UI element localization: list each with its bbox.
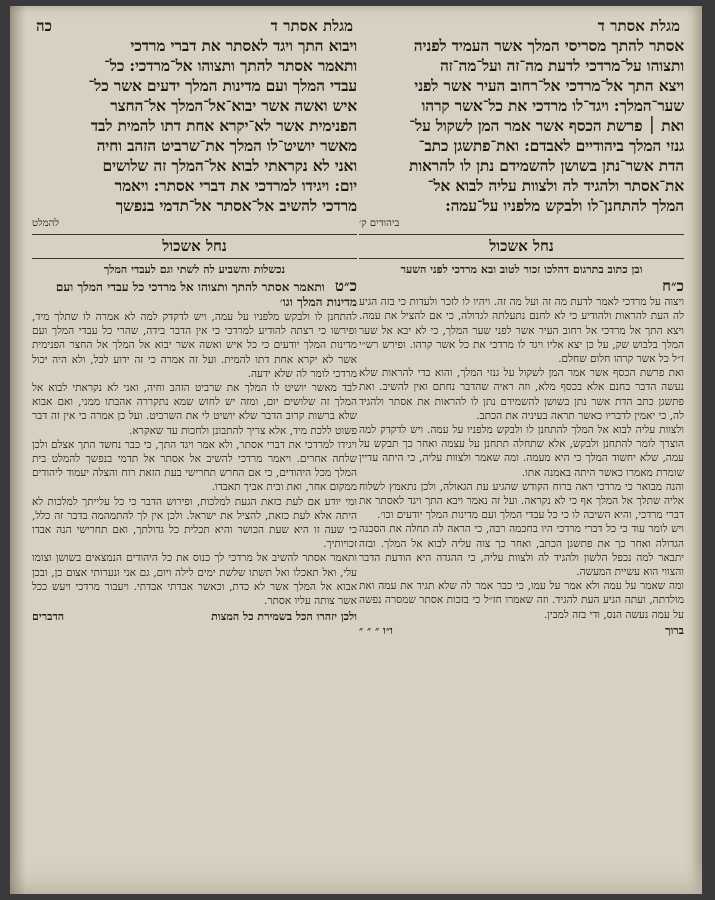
main-text-line: המלך להתחנן־לו ולבקש מלפניו על־עמה:: [445, 196, 684, 215]
main-text-line: שער־המלך: ויגד־לו מרדכי את כל־אשר קרהו: [421, 96, 684, 115]
footer-line: [32, 610, 357, 624]
main-text-line: ותצוהו על־מרדכי לדעת מה־זה ועל־מה־זה: [439, 56, 684, 75]
main-text-line: ויבוא התך ויגד לאסתר את דברי מרדכי: [130, 36, 357, 55]
main-text-line: מאשר יושיט־לו המלך את־שרביט הזהב וחיה: [96, 136, 357, 155]
footer-signature: ולכן יזהרו הכל בשמירת כל המצות: [211, 610, 357, 624]
commentary-paragraph: ולצוות עליה לבוא אל המלך להתחנן לו ולבקש מלפניו על עמה. ויש לדקדק למה הוצרך לומר להתחנן ולבקש, אלא שתחלה תתחנן על עצמה ואחר כך תבקש על עמה, שלא יחשוד המלך כי היא מעמה. ומה שאמר ולצוות עליה, כי היתה עדיין שומרת מאמרו כאשר היתה באמנה אתו.: [359, 424, 684, 479]
page-number: כה: [36, 16, 52, 35]
main-text-line: מרדכי להשיב אל־אסתר אל־תדמי בנפשך: [115, 196, 357, 215]
main-text-line: יום: ויגידו למרדכי את דברי אסתר: ויאמר: [114, 176, 357, 195]
scanned-page: [10, 6, 702, 894]
commentary-text: [32, 310, 357, 608]
commentary-paragraph: ואת פרשת הכסף אשר אמר המן לשקול על גנזי המלך, והוא כדי להראות שלא נעשה הדבר בחנם אלא בכסף מלא, וזה ראיה שהדבר נחתם ואין להשיב. ואת פתשגן כתב הדת אשר נתן בשושן להשמידם נתן לו להראות את אסתר ולהגיד לה, כי יאמין לדבריו כאשר תראה בעיניה את הכתב.: [359, 367, 684, 422]
commentary-subtitle: נכשלות והשביע לה לשתי וגם לעבדי המלך: [103, 263, 286, 276]
running-head-title: מגלת אסתר ד: [270, 16, 353, 35]
commentary-paragraph: להתחנן לו ולבקש מלפניו על עמה, ויש לדקדק למה לא אמרה לו שתלך מיד, ופירשו כי רצתה להודיע למרדכי כי אין הדבר בידה, שהרי כל עבדי המלך ועם מדינות המלך יודעים כי כל איש ואשה אשר יבוא אל המלך אל החצר הפנימית אשר לא יקרא אחת דתו להמית. ועל זה אמרה כי זה ידוע לכל, ולא היה יכול מרדכי לומר לה שלא ידעה.: [32, 311, 357, 380]
footer-signature: ברוך: [665, 623, 684, 637]
main-text-line: אסתר להתך מסריסי המלך אשר העמיד לפניה: [413, 36, 684, 55]
commentary-paragraph: ותאמר אסתר להשיב אל מרדכי לך כנוס את כל היהודים הנמצאים בשושן וצומו עלי, ואל תאכלו ואל תשתו שלשת ימים לילה ויום, גם אני ונערותי אצום כן, ובכן אבוא אל המלך אשר לא כדת, וכאשר אבדתי אבדתי. ויעבור מרדכי ויעש ככל אשר צותה עליו אסתר.: [32, 552, 357, 608]
running-head-title: מגלת אסתר ד: [597, 16, 680, 35]
main-text-line: ויצא התך אל־מרדכי אל־רחוב העיר אשר לפני: [414, 76, 684, 95]
main-text-line: הפנימית אשר לא־יקרא אחת דתו להמית לבד: [90, 116, 357, 135]
commentary-title: נחל אשכול: [32, 234, 357, 259]
commentary-paragraph: ויש לומר עוד כי כל דברי מרדכי היו בחכמה רבה, כי הראה לה תחלה את הסכנה הגדולה ואחר כך את פתשגן הכתב, ואחר כך צוה עליה לבוא אל המלך. ובזה יתבאר למה נכפל הלשון ולהגיד לה ולצוות עליה, כי ההגדה היא הודעת הדבר והצווי הוא עשיית המעשה.: [359, 523, 684, 579]
main-text-line: גנזי המלך ביהודיים לאבדם: ואת־פתשגן כתב־: [418, 136, 684, 155]
main-text-line: ותאמר אסתר להתך ותצוהו אל־מרדכי: כל־: [104, 56, 357, 75]
running-head-right-column: [359, 16, 684, 36]
main-text-line: ואני לא נקראתי לבוא אל־המלך זה שלושים: [102, 156, 357, 175]
main-text-block: [32, 36, 357, 216]
commentary-paragraph: ויצוה על מרדכי לאמר לדעת מה זה ועל מה זה. ויהיו לו לזכר ולעדות כי בזה הגיע לה העת להראות ולהודיע כי לא לחנם נתעלתה לגדולה, כי אם להציל את עמה. ויצא התך אל מרדכי אל רחוב העיר אשר לפני שער המלך, כי לא יבא אל שער המלך בלבוש שק, על כן יצא אליו ויגד לו מרדכי את כל אשר קרהו. ופירש רש״י ז״ל כל אשר קרהו חלום שחלם.: [359, 296, 684, 366]
catchword: להמלט: [32, 218, 60, 229]
commentary-subtitle: ובן כתוב בתרגום דהלכו זכור לטוב ובא מרדכי לפני השער: [400, 263, 643, 276]
verse-number: כ״ח: [662, 277, 684, 295]
commentary-text: [359, 279, 684, 622]
main-text-line: עבדי המלך ועם מדינות המלך ידעים אשר כל־: [88, 76, 357, 95]
commentary-paragraph: והנה מבואר כי מרדכי ראה ברוח הקודש שהגיע עת הגאולה, ולכן נתאמץ לשלוח אליה שתלך אל המלך אף כי לא נקראה. ועל זה נאמר ויבא התך ויגד לאסתר את דברי מרדכי, והיא השיבה לו כי כל עבדי המלך ועם מדינות המלך יודעים וכו׳.: [359, 480, 684, 522]
footer-catch: ו״ו ״ ״ ״: [359, 623, 393, 637]
commentary-paragraph: ומה שאמר על עמה ולא אמר על עמו, כי כבר אמר לה שלא תגיד את עמה ואת מולדתה, ועתה הגיע העת להגיד. וזה שאמרו חז״ל כי בזכות אסתר שמסרה נפשה על עמה נעשה הנס, ודי בזה למבין.: [359, 580, 684, 621]
commentary-heading: [32, 279, 357, 310]
main-text-line: ואת ׀ פרשת הכסף אשר אמר המן לשקול על־: [409, 116, 684, 135]
page-bottom-margin: [10, 858, 702, 894]
commentary-title: נחל אשכול: [359, 234, 684, 259]
footer-line: [359, 624, 684, 638]
running-head-left-column: [32, 16, 357, 36]
verse-number: כ״ט: [334, 277, 357, 295]
main-text-block: [359, 36, 684, 216]
commentary-paragraph: ומי יודע אם לעת כזאת הגעת למלכות, ופירוש הדבר כי כל עלייתך למלכות לא היתה אלא לעת כזאת, להציל את ישראל. ולכן אין לך להתמהמה בדבר זה כלל, כי שעה זו היא שעת הכושר והיא תכלית כל גדולתך, ואם תחרישי הנה אבדו זכויותיך.: [32, 495, 357, 551]
commentary-paragraph: ויגידו למרדכי את דברי אסתר, ולא אמר ויגד התך, כי כבר נחשד התך אצלם ולכן שלחה אחרים. ויאמר מרדכי להשיב אל אסתר אל תדמי בנפשך להמלט בית המלך מכל היהודים, כי אם החרש תחרישי בעת הזאת רוח והצלה יעמוד ליהודים ממקום אחר, ואת ובית אביך תאבדו.: [32, 438, 357, 494]
right-column: [359, 16, 684, 638]
left-column: [32, 16, 357, 624]
main-text-line: את־אסתר ולהגיד לה ולצוות עליה לבוא אל־: [427, 176, 684, 195]
main-text-line: הדת אשר־נתן בשושן להשמידם נתן לו להראות: [409, 156, 684, 175]
commentary-heading-text: ותאמר אסתר להתך ותצוהו אל מרדכי כל עבדי המלך ועם מדינות המלך וגו׳: [55, 280, 357, 309]
commentary-paragraph: לבד מאשר יושיט לו המלך את שרביט הזהב וחיה, ואני לא נקראתי לבוא אל המלך זה שלושים יום, ומזה יש לחוש שמא נתקררה אהבתו ממני, ואם אבוא שלא ברשות קרוב הדבר שלא יושיט לי את השרביט. ועל כן אמרה כי אין זה דבר פשוט ללכת מיד, אלא צריך להתבונן ולחכות עד שאקרא.: [32, 382, 357, 437]
catchword: ביהודים ק׳: [359, 218, 400, 229]
main-text-line: איש ואשה אשר יבוא־אל־המלך אל־החצר: [110, 96, 357, 115]
footer-catch: הדברים: [32, 610, 65, 624]
